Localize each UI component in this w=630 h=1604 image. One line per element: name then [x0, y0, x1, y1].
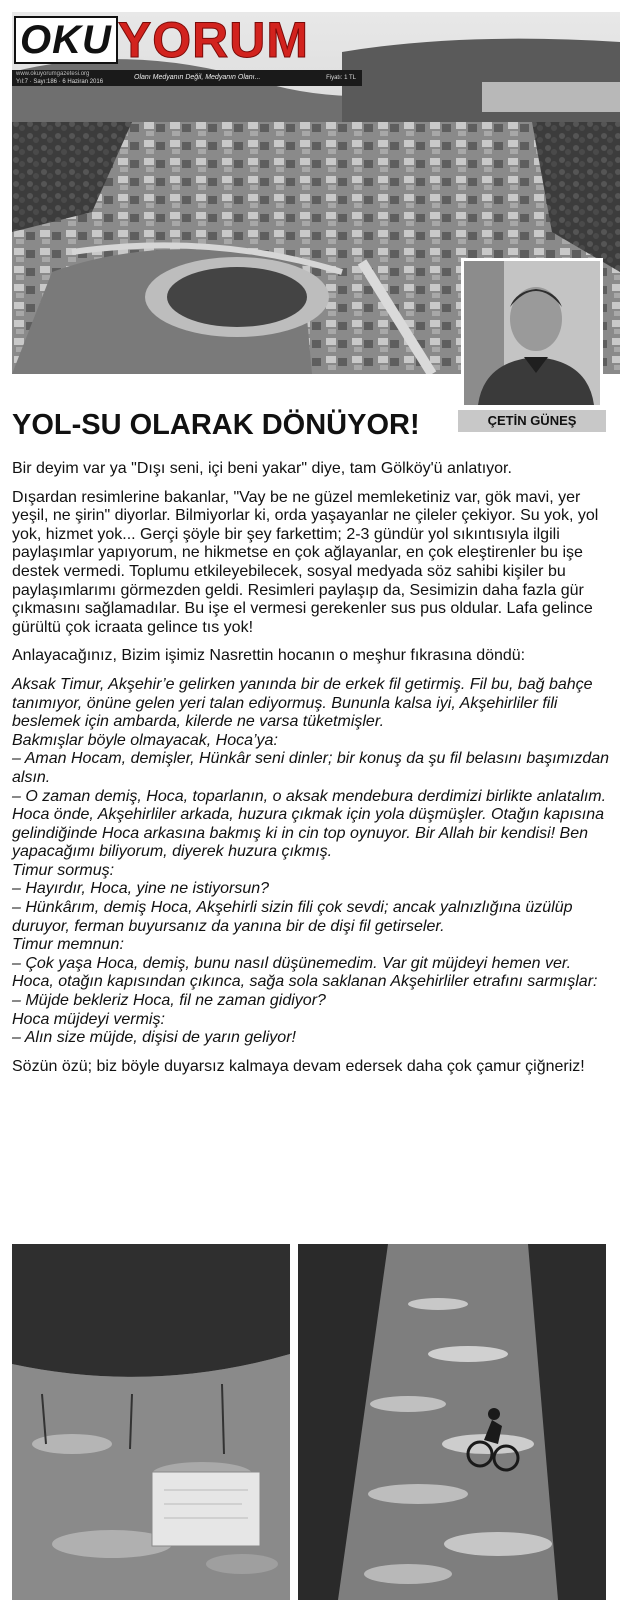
- author-photo: [461, 258, 603, 408]
- story-line: – Hayırdır, Hoca, yine ne istiyorsun?: [12, 880, 270, 898]
- story-line: – Alın size müjde, dişisi de yarın geliyor!: [12, 1029, 296, 1047]
- paragraph-closing: Sözün özü; biz böyle duyarsız kalmaya devam edersek daha çok çamur çiğneriz!: [12, 1057, 585, 1075]
- author-portrait: [464, 261, 600, 405]
- anecdote-story: [12, 676, 618, 1048]
- story-line: Hoca müjdeyi vermiş:: [12, 1010, 165, 1028]
- potholed-road-photo: [298, 1244, 606, 1600]
- muddy-yard-image: [12, 1244, 290, 1600]
- slogan: Olanı Medyanın Değil, Medyanın Olanı...: [134, 74, 261, 81]
- story-line: – Hünkârım, demiş Hoca, Akşehirli sizin fili çok sevdi; ancak yalnızlığına üzülüp duruyor, ferman buyursanız da yanına bir de dişi fil getirseler.: [12, 899, 573, 935]
- paragraph-2: Dışardan resimlerine bakanlar, "Vay be ne güzel memleketiniz var, gök mavi, yer yeşil, ne şirin" diyorlar. Bilmiyorlar ki, orda yaşayanlar ne çileler çekiyor. Su yok, yol yok, hizmet yok... Gerçi şöyle bir şey farkettim; 2-3 gündür yol sıkıntısıyla ilgili paylaşımlar yapıyorum, ne hikmetse en çok ağlayanlar, en çok eleştirenler bu işe destek vermedi. Toplumu etkileyebilecek, sosyal medyada söz sahibi kişiler bu paylaşımlarımı görmezden geldi. Resimleri paylaşıp da, Sesimizin daha fazla gür çıkmasını sağlamadılar. Bu işe el vermesi gerekenler sus pus oldular. Lafa gelince gürültü çok icraata gelince tıs yok!: [12, 488, 599, 636]
- story-line: Aksak Timur, Akşehir’e gelirken yanında bir de erkek fil getirmiş. Fil bu, bağ bahçe tanımıyor, önüne gelen yeri talan ediyormuş. Bununla kalsa iyi, Akşehirliler fili beslemek için ambarda, kilerde ne varsa tüketmişler.: [12, 675, 593, 731]
- masthead-info-strip: [12, 70, 362, 86]
- author-name: ÇETİN GÜNEŞ: [458, 410, 606, 432]
- article-headline: YOL-SU OLARAK DÖNÜYOR!: [12, 409, 420, 441]
- story-line: Timur memnun:: [12, 936, 124, 954]
- article-body: [12, 460, 618, 1086]
- potholed-road-image: [298, 1244, 606, 1600]
- story-line: – O zaman demiş, Hoca, toparlanın, o aksak mendebura derdimizi birlikte anlatalım.: [12, 787, 607, 805]
- website-text: www.okuyorumgazetesi.org: [16, 71, 90, 77]
- story-line: Bakmışlar böyle olmayacak, Hoca’ya:: [12, 731, 278, 749]
- story-line: Timur sormuş:: [12, 861, 115, 879]
- story-line: – Çok yaşa Hoca, demiş, bunu nasıl düşünemedim. Var git müjdeyi hemen ver.: [12, 954, 572, 972]
- brand-logo: [14, 14, 309, 66]
- story-line: Hoca önde, Akşehirliler arkada, huzura çıkmak için yola düşmüşler. Otağın kapısına gelindiğinde Hoca arkasına bakmış ki in cin top oynuyor. Bir Allah bir kendisi! Ben yapacağımı biliyorum, diyerek huzura çıkmış.: [12, 806, 604, 861]
- masthead: [12, 12, 367, 85]
- brand-yorum: YORUM: [117, 12, 309, 68]
- story-line: – Aman Hocam, demişler, Hünkâr seni dinler; bir konuş da şu fil belasını başımızdan alsın.: [12, 750, 610, 786]
- story-line: – Müjde bekleriz Hoca, fil ne zaman gidiyor?: [12, 992, 326, 1010]
- muddy-yard-photo: [12, 1244, 290, 1600]
- story-line: Hoca, otağın kapısından çıkınca, sağa sola saklanan Akşehirliler etrafını sarmışlar:: [12, 973, 598, 991]
- paragraph-intro: Bir deyim var ya "Dışı seni, içi beni yakar" diye, tam Gölköy'ü anlatıyor.: [12, 460, 512, 477]
- issue-info: Yıl:7 · Sayı:186 · 6 Haziran 2016: [16, 79, 104, 85]
- paragraph-3: Anlayacağınız, Bizim işimiz Nasrettin hocanın o meşhur fıkrasına döndü:: [12, 647, 526, 665]
- brand-oku: OKU: [14, 16, 118, 64]
- price-label: Fiyatı: 1 TL: [326, 75, 356, 81]
